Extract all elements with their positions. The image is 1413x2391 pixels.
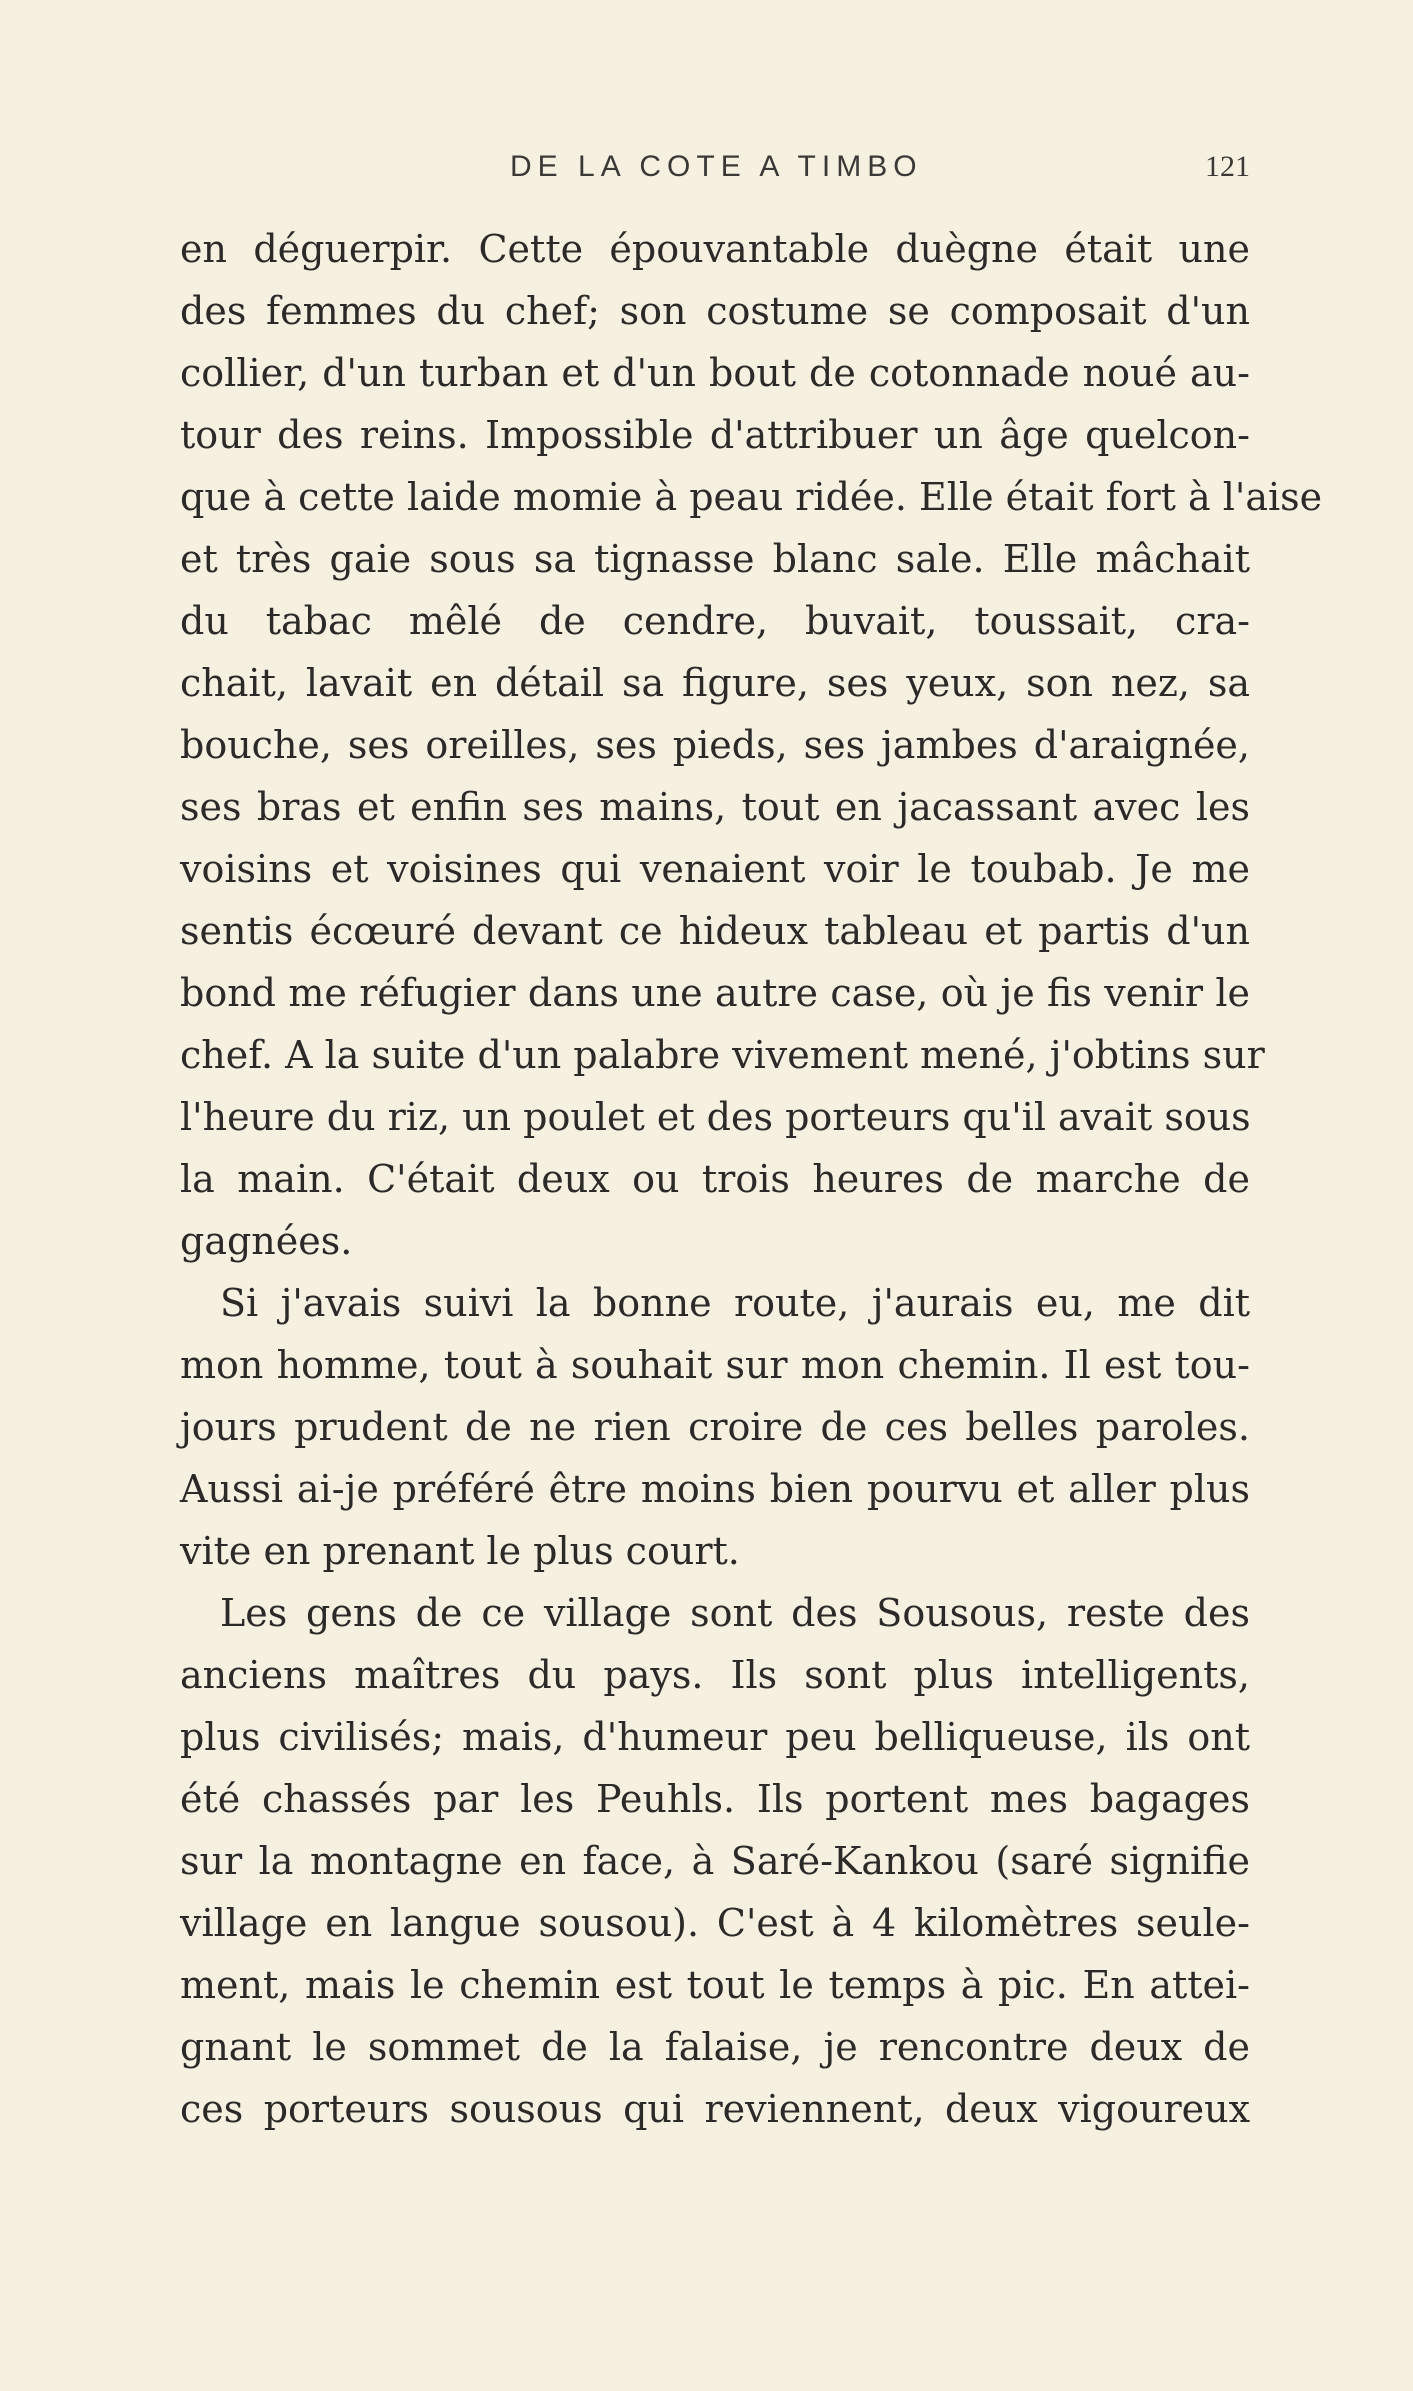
text-line: chait, lavait en détail sa figure, ses yeux, son nez, sa <box>180 661 1250 705</box>
text-line: du tabac mêlé de cendre, buvait, toussait, cra- <box>180 599 1250 643</box>
text-line: tour des reins. Impossible d'attribuer un âge quelcon- <box>180 413 1250 457</box>
body-text <box>180 218 1323 2140</box>
text-line: plus civilisés; mais, d'humeur peu belliqueuse, ils ont <box>180 1715 1250 1759</box>
text-line: bond me réfugier dans une autre case, où je fis venir le <box>180 971 1250 1015</box>
text-line: Aussi ai-je préféré être moins bien pourvu et aller plus <box>180 1467 1250 1511</box>
text-line: sentis écœuré devant ce hideux tableau et partis d'un <box>180 909 1250 953</box>
text-line: village en langue sousou). C'est à 4 kilomètres seule- <box>180 1901 1250 1945</box>
text-line: chef. A la suite d'un palabre vivement mené, j'obtins sur <box>180 1033 1265 1077</box>
text-line: ment, mais le chemin est tout le temps à pic. En attei- <box>180 1963 1250 2007</box>
running-header <box>180 150 1250 200</box>
text-line: des femmes du chef; son costume se composait d'un <box>180 289 1250 333</box>
text-line: Les gens de ce village sont des Sousous, reste des <box>220 1591 1250 1635</box>
text-line: sur la montagne en face, à Saré-Kankou (saré signifie <box>180 1839 1250 1883</box>
text-line: été chassés par les Peuhls. Ils portent mes bagages <box>180 1777 1250 1821</box>
text-line: anciens maîtres du pays. Ils sont plus intelligents, <box>180 1653 1250 1697</box>
text-line: ces porteurs sousous qui reviennent, deux vigoureux <box>180 2087 1250 2131</box>
text-line: en déguerpir. Cette épouvantable duègne était une <box>180 227 1250 271</box>
text-line: mon homme, tout à souhait sur mon chemin. Il est tou- <box>180 1343 1250 1387</box>
text-line: collier, d'un turban et d'un bout de cotonnade noué au- <box>180 351 1250 395</box>
text-line: Si j'avais suivi la bonne route, j'aurais eu, me dit <box>220 1281 1250 1325</box>
text-line: ses bras et enfin ses mains, tout en jacassant avec les <box>180 785 1250 829</box>
text-line: vite en prenant le plus court. <box>180 1529 740 1573</box>
text-line: que à cette laide momie à peau ridée. Elle était fort à l'aise <box>180 475 1323 519</box>
text-line: bouche, ses oreilles, ses pieds, ses jambes d'araignée, <box>180 723 1250 767</box>
text-line: voisins et voisines qui venaient voir le toubab. Je me <box>180 847 1250 891</box>
running-title: DE LA COTE A TIMBO <box>510 150 923 183</box>
text-line: jours prudent de ne rien croire de ces belles paroles. <box>180 1405 1250 1449</box>
text-line: gagnées. <box>180 1219 353 1263</box>
text-line: la main. C'était deux ou trois heures de marche de <box>180 1157 1250 1201</box>
text-line: l'heure du riz, un poulet et des porteurs qu'il avait sous <box>180 1095 1251 1139</box>
page-number: 121 <box>1205 150 1250 183</box>
text-line: et très gaie sous sa tignasse blanc sale. Elle mâchait <box>180 537 1250 581</box>
text-line: gnant le sommet de la falaise, je rencontre deux de <box>180 2025 1250 2069</box>
